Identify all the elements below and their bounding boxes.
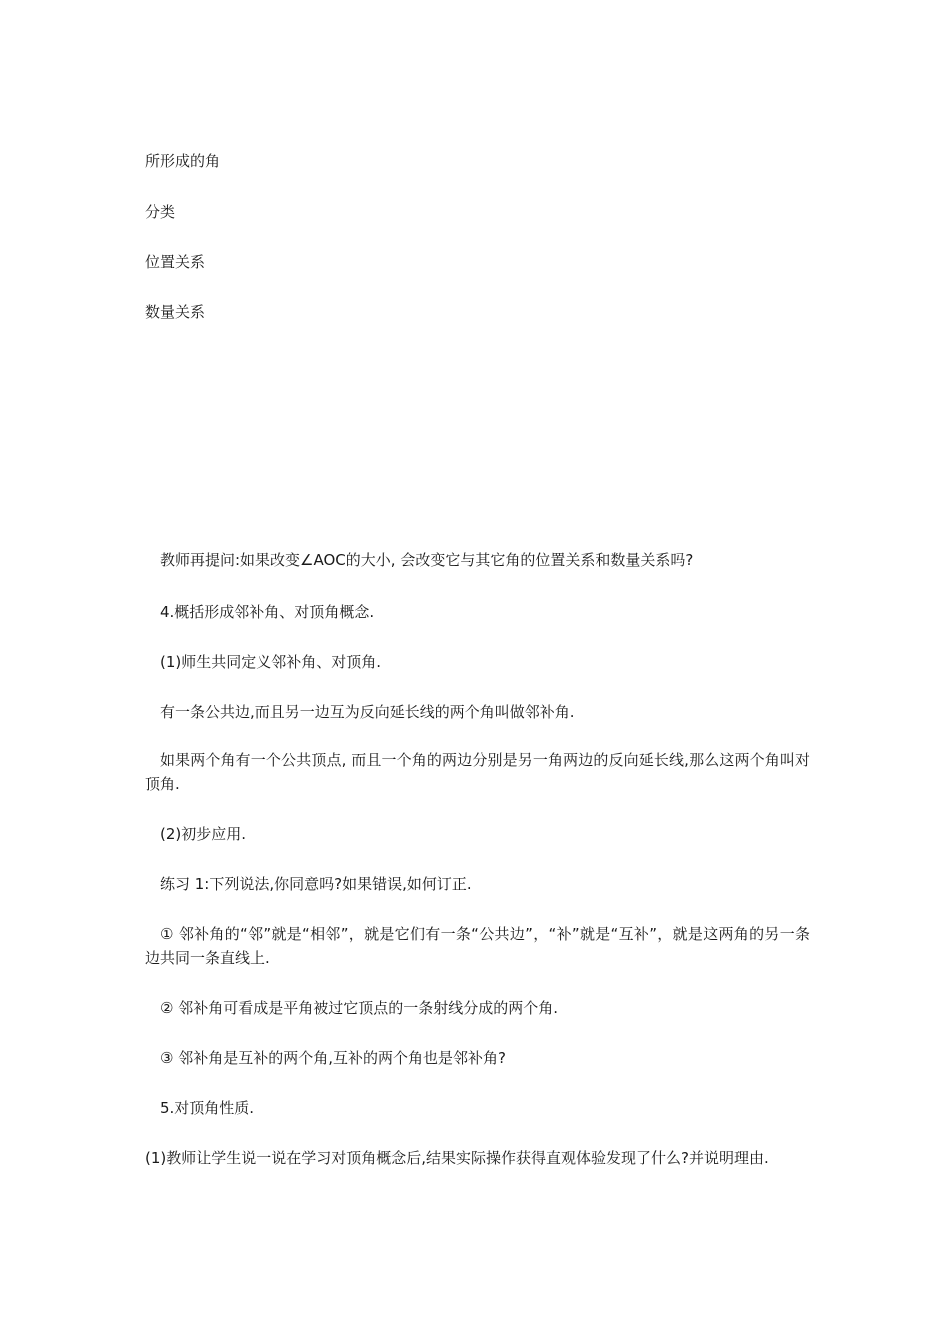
table-cell-quantity-relation: 数量关系 xyxy=(145,303,206,321)
table-cell-classification: 分类 xyxy=(145,203,176,221)
paragraph-section-4: 4.概括形成邻补角、对顶角概念. xyxy=(160,603,375,621)
paragraph-definition-intro: (1)师生共同定义邻补角、对顶角. xyxy=(160,653,382,671)
paragraph-adjacent-definition: 有一条公共边,而且另一边互为反向延长线的两个角叫做邻补角. xyxy=(160,703,575,721)
paragraph-teacher-question: 教师再提问:如果改变∠AOC的大小, 会改变它与其它角的位置关系和数量关系吗? xyxy=(160,551,694,569)
paragraph-statement-2: ② 邻补角可看成是平角被过它顶点的一条射线分成的两个角. xyxy=(160,999,558,1017)
paragraph-statement-1: ① 邻补角的“邻”就是“相邻”，就是它们有一条“公共边”，“补”就是“互补”，就是这两角的另一条边共同一条直线上. xyxy=(145,925,810,967)
paragraph-vertical-property: (1)教师让学生说一说在学习对顶角概念后,结果实际操作获得直观体验发现了什么?并说明理由. xyxy=(145,1149,769,1167)
paragraph-initial-application: (2)初步应用. xyxy=(160,825,247,843)
paragraph-exercise-1: 练习 1:下列说法,你同意吗?如果错误,如何订正. xyxy=(160,875,472,893)
paragraph-vertical-definition: 如果两个角有一个公共顶点, 而且一个角的两边分别是另一角两边的反向延长线,那么这两个角叫对顶角. xyxy=(145,751,810,793)
table-cell-position-relation: 位置关系 xyxy=(145,253,206,271)
table-cell-formed-angles: 所形成的角 xyxy=(145,152,221,170)
paragraph-section-5: 5.对顶角性质. xyxy=(160,1099,255,1117)
paragraph-statement-3: ③ 邻补角是互补的两个角,互补的两个角也是邻补角? xyxy=(160,1049,506,1067)
